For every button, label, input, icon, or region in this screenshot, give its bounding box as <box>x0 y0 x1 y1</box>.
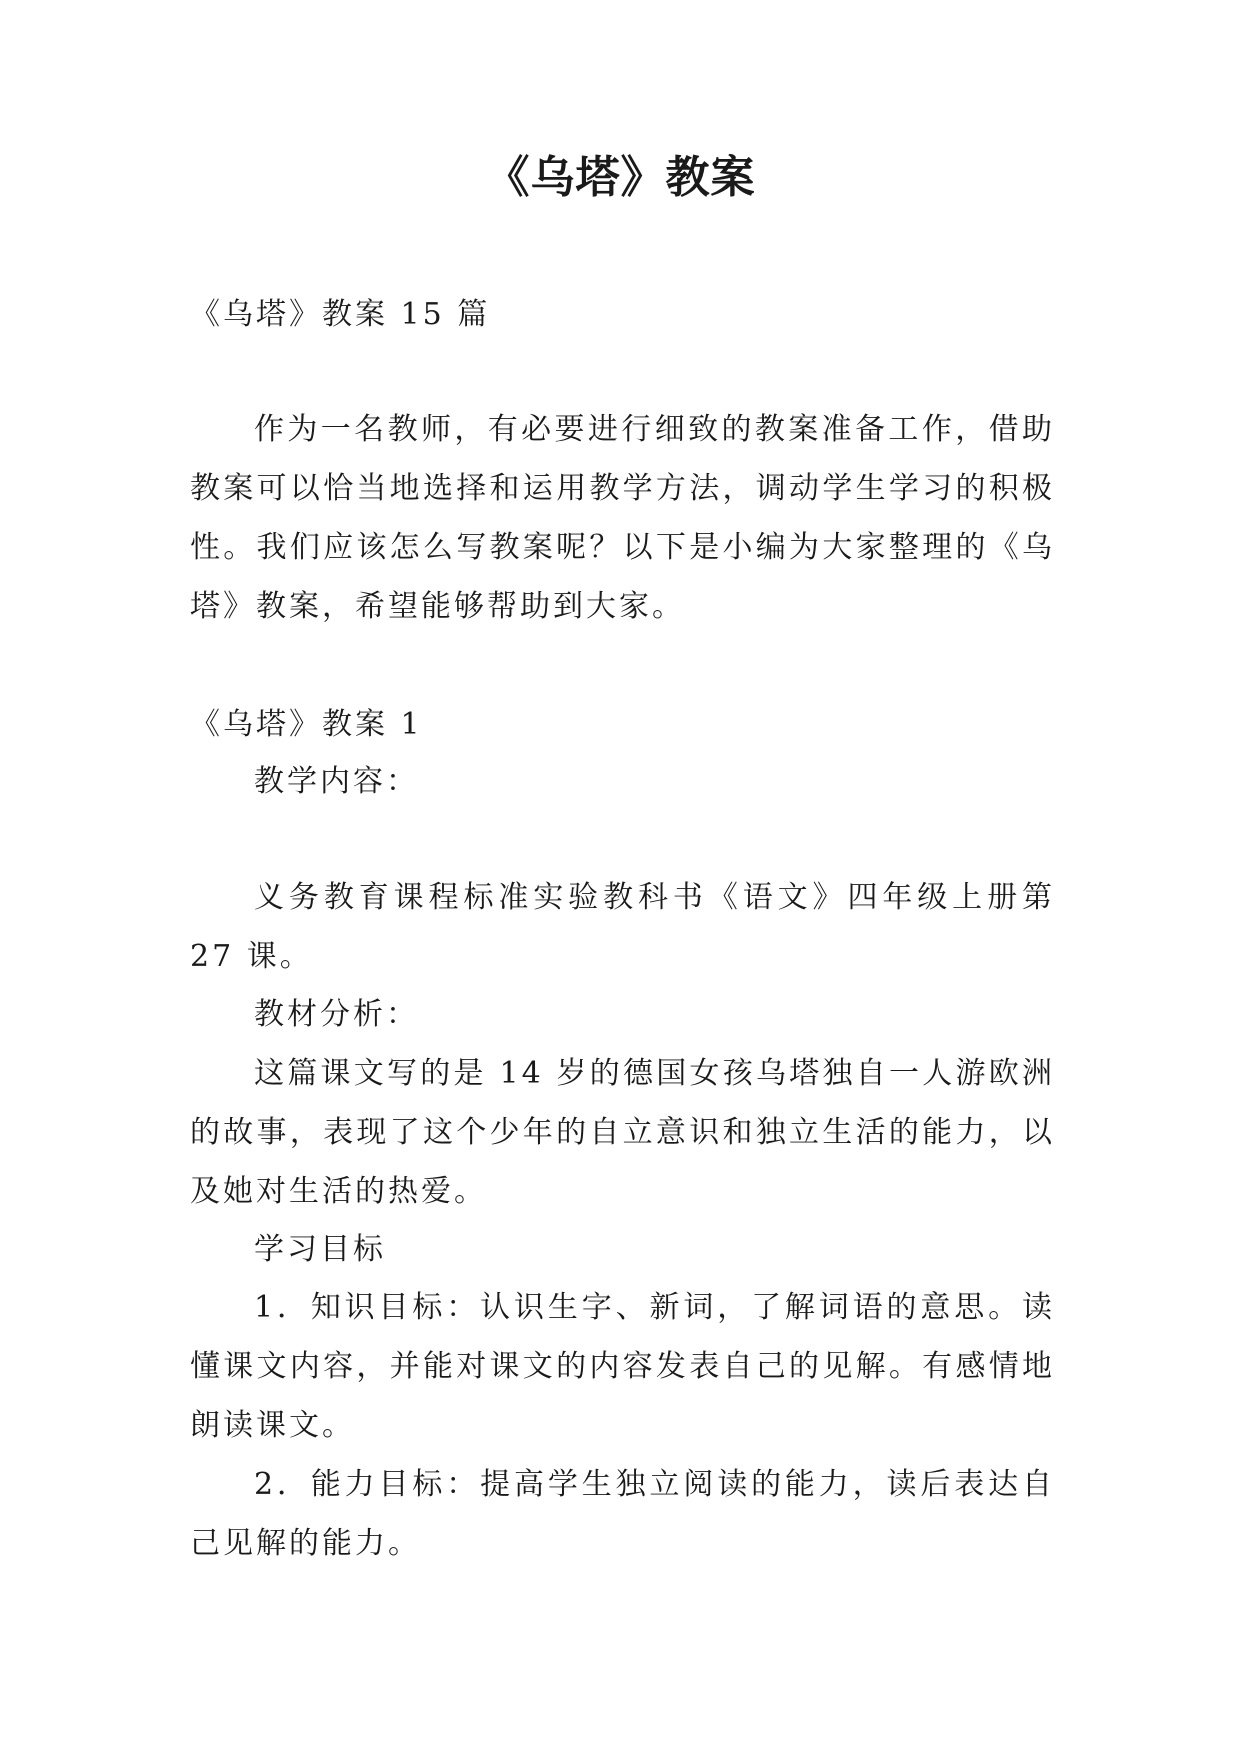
document-subtitle: 《乌塔》教案 15 篇 <box>190 297 491 332</box>
document-title: 《乌塔》教案 <box>485 152 756 203</box>
teaching-content-text: 义务教育课程标准实验教科书《语文》四年级上册第 27 课。 <box>190 880 1055 974</box>
goals-label: 学习目标 <box>254 1232 386 1267</box>
analysis-text: 这篇课文写的是 14 岁的德国女孩乌塔独自一人游欧洲的故事，表现了这个少年的自立意识和独立生活的能力，以及她对生活的热爱。 <box>190 1056 1055 1209</box>
goal-ability: 2．能力目标：提高学生独立阅读的能力，读后表达自己见解的能力。 <box>190 1467 1055 1561</box>
section-heading: 《乌塔》教案 1 <box>190 707 423 742</box>
goal-knowledge: 1．知识目标：认识生字、新词，了解词语的意思。读懂课文内容，并能对课文的内容发表自己的见解。有感情地朗读课文。 <box>190 1290 1055 1443</box>
analysis-label: 教材分析： <box>254 997 419 1032</box>
intro-paragraph: 作为一名教师，有必要进行细致的教案准备工作，借助教案可以恰当地选择和运用教学方法，调动学生学习的积极性。我们应该怎么写教案呢？以下是小编为大家整理的《乌塔》教案，希望能够帮助到大家。 <box>190 412 1055 624</box>
teaching-content-label: 教学内容： <box>254 764 419 799</box>
